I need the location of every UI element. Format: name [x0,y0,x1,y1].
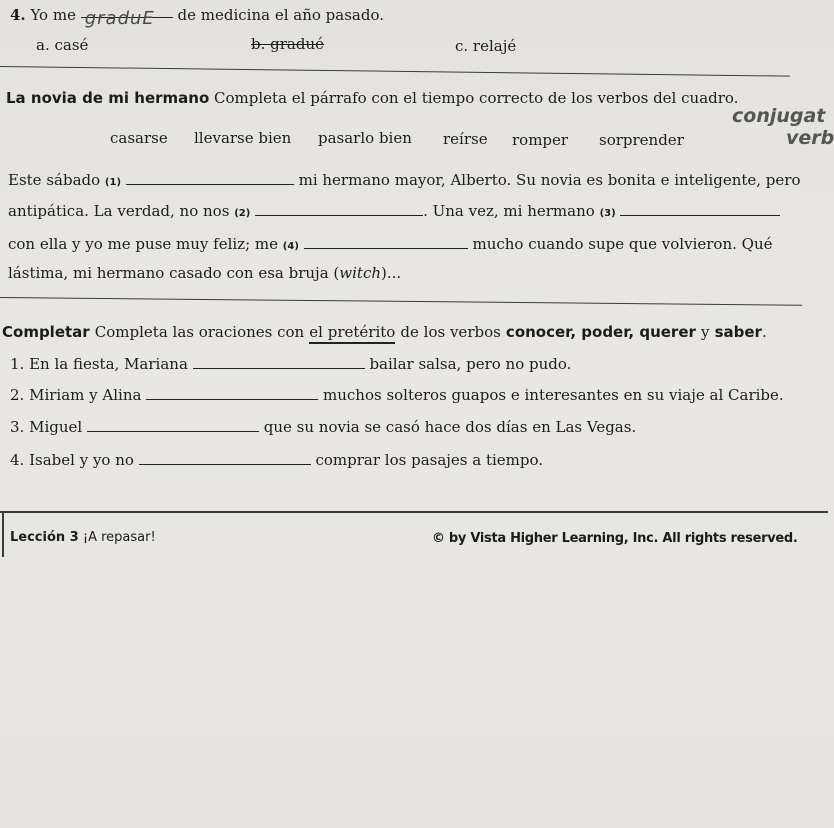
list-item: 1. En la fiesta, Mariana bailar salsa, pero no pudo. [10,355,572,373]
list-item: 3. Miguel que su novia se casó hace dos días en Las Vegas. [10,418,637,436]
blank-number: (1) [104,177,122,188]
option-a: a. casé [36,36,89,54]
footer-lesson: Lección 3 ¡A repasar! [10,530,156,545]
handwritten-note-2: verb [786,127,834,149]
answer-blank-1 [126,182,294,185]
answer-blank-2 [255,213,423,216]
answer-blank-4 [304,246,468,249]
blank-number: (2) [234,208,251,219]
footer-copyright: © by Vista Higher Learning, Inc. All rights reserved. [432,531,798,546]
section-title: La novia de mi hermano [6,89,210,107]
question-4 [10,6,384,29]
paragraph-line-2: antipática. La verdad, no nos (2) . Una vez, mi hermano (3) [8,202,780,220]
verb-item: reírse [443,130,488,148]
answer-blank-3 [620,213,780,216]
divider [0,297,802,306]
verb-item: casarse [110,129,168,147]
question-suffix: de medicina el año pasado. [177,6,384,24]
footer-divider [0,511,828,513]
verb-item: sorprender [599,131,684,149]
verb-item: llevarse bien [194,129,292,147]
verb-item: pasarlo bien [318,129,412,147]
answer-blank [87,429,259,432]
answer-blank [146,397,318,400]
question-number: 4. [10,6,26,24]
answer-blank [139,462,311,465]
footer-left-bar [2,511,4,557]
handwritten-note: conjugat [732,105,826,127]
blank-number: (3) [599,208,616,219]
underlined-phrase: el pretérito [309,323,395,344]
paragraph-line-1: Este sábado (1) mi hermano mayor, Alberto. Su novia es bonita e inteligente, pero [8,171,801,189]
section-title: Completar [2,323,90,341]
verb-item: romper [512,131,569,149]
section-novia-heading [6,89,738,107]
list-item: 2. Miriam y Alina muchos solteros guapos e interesantes en su viaje al Caribe. [10,386,784,404]
section-completar-heading: Completar Completa las oraciones con el pretérito de los verbos conocer, poder, querer y saber. [2,322,767,341]
paragraph-line-3: con ella y yo me puse muy feliz; me (4) mucho cuando supe que volvieron. Qué [8,235,773,253]
blank-number: (4) [282,241,299,252]
paragraph-line-4: lástima, mi hermano casado con esa bruja (witch)... [8,264,402,282]
question-prefix: Yo me [30,6,76,24]
option-b: b. gradué [251,35,324,53]
section-instruction: Completa el párrafo con el tiempo correcto de los verbos del cuadro. [214,89,739,107]
divider [0,66,790,77]
list-item: 4. Isabel y yo no comprar los pasajes a tiempo. [10,451,544,469]
handwritten-answer: graduE [84,8,155,29]
option-c: c. relajé [455,37,517,55]
answer-blank [193,366,365,369]
